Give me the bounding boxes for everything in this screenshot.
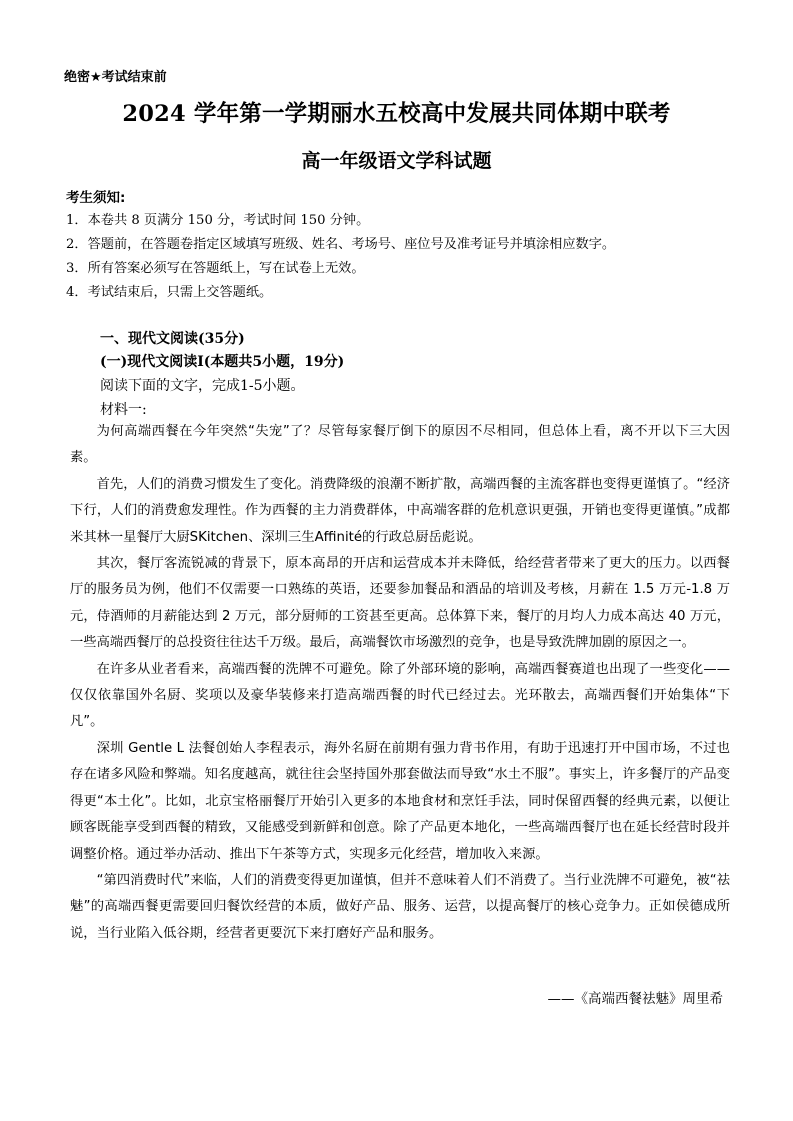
exam-subtitle: 高一年级语文学科试题 [301,150,492,172]
article-paragraph: “第四消费时代”来临，人们的消费变得更加谨慎，但并不意味着人们不消费了。当行业洗牌不可避免，被“祛魅”的高端西餐更需要回归餐饮经营的本质，做好产品、服务、运营，以提高餐厅的核心竞争力。正如侯德成所说，当行业陷入低谷期，经营者更要沉下来打磨好产品和服务。 [70,872,730,941]
notice-item: 2．答题前，在答题卷指定区域填写班级、姓名、考场号、座位号及准考证号并填涂相应数字。 [66,237,616,252]
section-subheading: (一)现代文阅读I(本题共5小题，19分) [100,354,345,370]
section-heading: 一、现代文阅读(35分) [100,331,245,347]
article-paragraph: 其次，餐厅客流锐减的背景下，原本高昂的开店和运营成本并未降低，给经营者带来了更大的压力。以西餐厅的服务员为例，他们不仅需要一口熟练的英语，还要参加餐品和酒品的培训及考核，月薪在 1.5 万元-1.8 万元，侍酒师的月薪能达到 2 万元，部分厨师的工资甚至更高。总体算下来，餐厅的月均人力成本高达 40 万元，一些高端西餐厅的总投资往往达千万级。最后，高端餐饮市场激烈的竞争，也是导致洗牌加剧的原因之一。 [70,556,730,651]
article-paragraph: 在许多从业者看来，高端西餐的洗牌不可避免。除了外部环境的影响，高端西餐赛道也出现了一些变化——仅仅依靠国外名厨、奖项以及豪华装修来打造高端西餐的时代已经过去。光环散去，高端西餐们开始集体“下凡”。 [70,661,730,730]
article-source: ——《高端西餐祛魅》周里希 [547,991,723,1007]
article-paragraph: 首先，人们的消费习惯发生了变化。消费降级的浪潮不断扩散，高端西餐的主流客群也变得更谨慎了。“经济下行，人们的消费愈发理性。作为西餐的主力消费群体，中高端客群的危机意识更强，开销也变得更谨慎。”成都米其林一星餐厅大厨SKitchen、深圳三生Affinité的行政总厨岳彪说。 [70,476,730,545]
notice-item: 3．所有答案必须写在答题纸上，写在试卷上无效。 [66,261,365,276]
article-paragraph: 为何高端西餐在今年突然“失宠”了？尽管每家餐厅倒下的原因不尽相同，但总体上看，离不开以下三大因素。 [70,424,730,466]
reading-instruction: 阅读下面的文字，完成1-5小题。 [100,378,305,394]
notice-item: 4．考试结束后，只需上交答题纸。 [66,285,273,300]
notice-heading: 考生须知: [66,190,126,206]
article-paragraph: 深圳 Gentle L 法餐创始人李程表示，海外名厨在前期有强力背书作用，有助于迅速打开中国市场，不过也存在诸多风险和弊端。知名度越高，就往往会坚持国外那套做法而导致“水土不服”。事实上，许多餐厅的产品变得更“本土化”。比如，北京宝格丽餐厅开始引入更多的本地食材和烹饪手法，同时保留西餐的经典元素，以便让顾客既能享受到西餐的精致，又能感受到新鲜和创意。除了产品更本地化，一些高端西餐厅也在延长经营时段并调整价格。通过举办活动、推出下午茶等方式，实现多元化经营，增加收入来源。 [70,740,730,862]
material-label: 材料一: [100,402,147,418]
secret-label: 绝密★考试结束前 [64,70,167,85]
exam-title: 2024 学年第一学期丽水五校高中发展共同体期中联考 [122,101,671,127]
article-body [70,419,730,947]
notice-item: 1．本卷共 8 页满分 150 分，考试时间 150 分钟。 [66,213,370,228]
